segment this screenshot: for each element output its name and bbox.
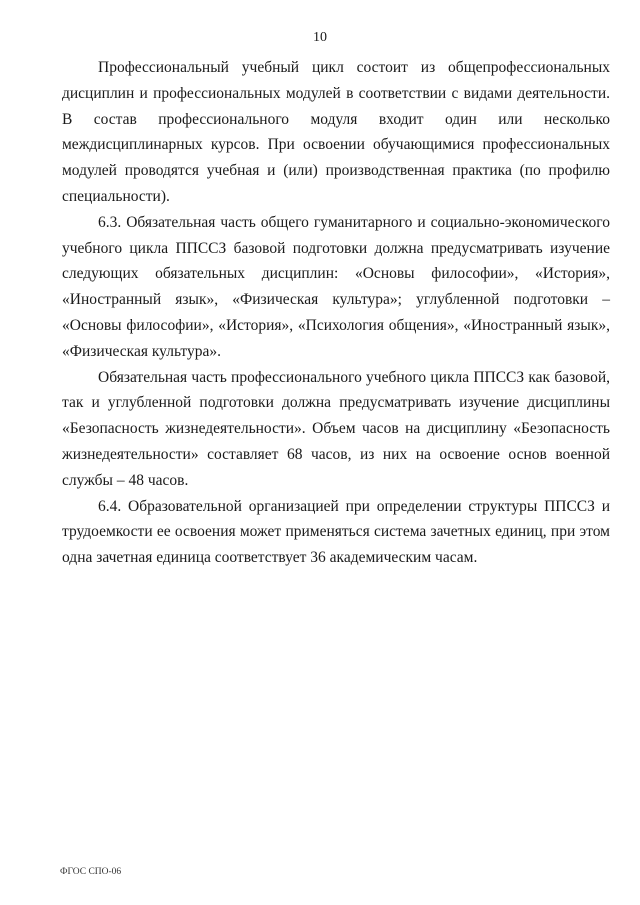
document-body [62,55,610,571]
paragraph-life-safety: Обязательная часть профессионального учебного цикла ППССЗ как базовой, так и углубленной подготовки должна предусматривать изучение дисциплины «Безопасность жизнедеятельности». Объем часов на дисциплину «Безопасность жизнедеятельности» составляет 68 часов, из них на освоение основ военной службы – 48 часов. [62,368,610,489]
paragraph-6-3: 6.3. Обязательная часть общего гуманитарного и социально-экономического учебного цикла ППССЗ базовой подготовки должна предусматривать изучение следующих обязательных дисциплин: «Основы философии», «История», «Иностранный язык», «Физическая культура»; углубленной подготовки – «Основы философии», «История», «Психология общения», «Иностранный язык», «Физическая культура». [62,213,610,360]
paragraph-professional-cycle: Профессиональный учебный цикл состоит из общепрофессиональных дисциплин и профессиональных модулей в соответствии с видами деятельности. В состав профессионального модуля входит один или несколько междисциплинарных курсов. При освоении обучающимися профессиональных модулей проводятся учебная и (или) производственная практика (по профилю специальности). [62,59,610,205]
paragraph-6-4: 6.4. Образовательной организацией при определении структуры ППССЗ и трудоемкости ее освоения может применяться система зачетных единиц, при этом одна зачетная единица соответствует 36 академическим часам. [62,497,610,567]
page-number: 10 [313,30,327,45]
page-footer: ФГОС СПО-06 [60,867,122,877]
